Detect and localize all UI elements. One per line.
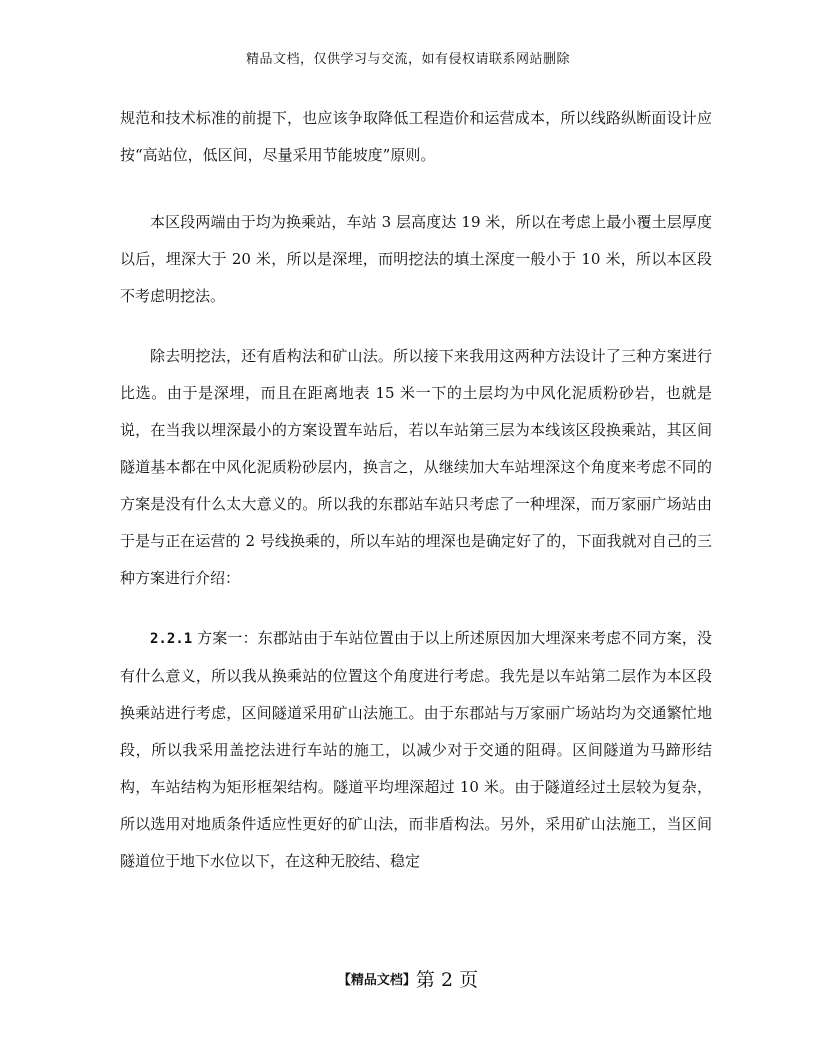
- page-footer: [0, 965, 816, 992]
- footer-tag: 【精品文档】: [337, 973, 416, 988]
- paragraph-2: 本区段两端由于均为换乘站，车站 3 层高度达 19 米，所以在考虑上最小覆土层厚度以后，埋深大于 20 米，所以是深埋，而明挖法的填土深度一般小于 10 米，所以本区段不考虑明挖法。: [120, 213, 712, 305]
- paragraph-1: 规范和技术标准的前提下，也应该争取降低工程造价和运营成本，所以线路纵断面设计应按“高站位，低区间，尽量采用节能坡度”原则。: [120, 109, 712, 164]
- page-number: 第 2 页: [415, 969, 479, 991]
- paragraph-4: [120, 620, 712, 880]
- page-header: 精品文档，仅供学习与交流，如有侵权请联系网站删除: [245, 52, 570, 67]
- paragraph-3: 除去明挖法，还有盾构法和矿山法。所以接下来我用这两种方法设计了三种方案进行比选。由于是深埋，而且在距离地表 15 米一下的土层均为中风化泥质粉砂岩，也就是说，在当我以埋深最小的方案设置车站后，若以车站第三层为本线该区段换乘站，其区间隧道基本都在中风化泥质粉砂层内，换言之，从继续加大车站埋深这个角度来考虑不同的方案是没有什么太大意义的。所以我的东郡站车站只考虑了一种埋深，而万家丽广场站由于是与正在运营的 2 号线换乘的，所以车站的埋深也是确定好了的，下面我就对自己的三种方案进行介绍：: [120, 347, 712, 587]
- section-number: 2.2.1: [150, 631, 193, 647]
- paragraph-4-text: 方案一：东郡站由于车站位置由于以上所述原因加大埋深来考虑不同方案，没有什么意义，所以我从换乘站的位置这个角度进行考虑。我先是以车站第二层作为本区段换乘站进行考虑，区间隧道采用矿山法施工。由于东郡站与万家丽广场站均为交通繁忙地段，所以我采用盖挖法进行车站的施工，以减少对于交通的阻碍。区间隧道为马蹄形结构，车站结构为矩形框架结构。隧道平均埋深超过 10 米。由于隧道经过土层较为复杂，所以选用对地质条件适应性更好的矿山法，而非盾构法。另外，采用矿山法施工，当区间隧道位于地下水位以下，在这种无胶结、稳定: [120, 629, 712, 870]
- document-body: [120, 100, 712, 903]
